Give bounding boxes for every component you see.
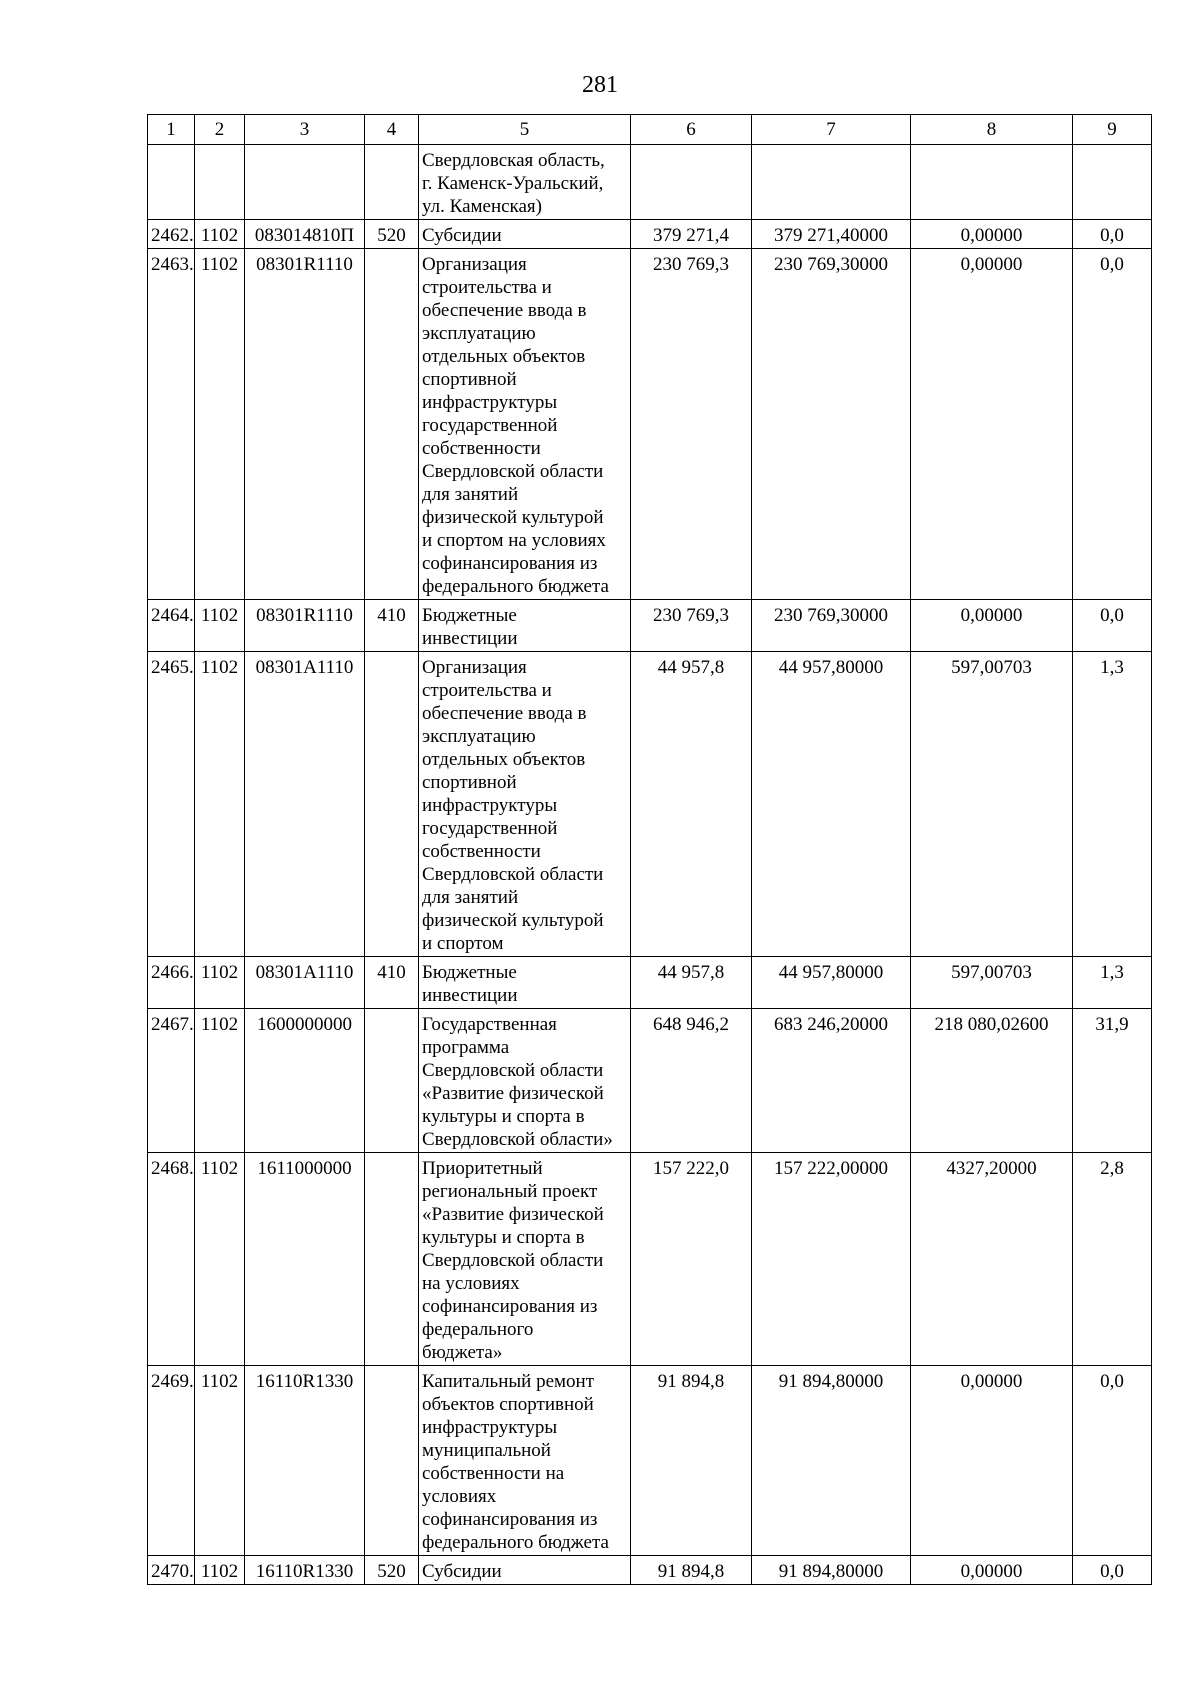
refined-amount: 44 957,80000 <box>752 652 911 957</box>
executed-amount: 0,00000 <box>911 1556 1073 1585</box>
budget-table <box>147 114 1152 1585</box>
item-name: Капитальный ремонт объектов спортивной инфраструктуры муниципальной собственности на условиях софинансирования из федерального бюджета <box>419 1366 631 1556</box>
item-name: Государственная программа Свердловской области «Развитие физической культуры и спорта в Свердловской области» <box>419 1009 631 1153</box>
section-code: 1102 <box>195 1153 245 1366</box>
section-code: 1102 <box>195 220 245 249</box>
execution-percent: 1,3 <box>1073 652 1152 957</box>
row-number: 2468. <box>148 1153 195 1366</box>
target-article-code <box>245 145 365 220</box>
refined-amount: 230 769,30000 <box>752 600 911 652</box>
header-row <box>148 115 1152 145</box>
refined-amount <box>752 145 911 220</box>
expense-type-code <box>365 652 419 957</box>
item-name: Бюджетные инвестиции <box>419 957 631 1009</box>
table-body <box>148 145 1152 1585</box>
approved-amount: 379 271,4 <box>631 220 752 249</box>
row-number: 2462. <box>148 220 195 249</box>
target-article-code: 08301A1110 <box>245 957 365 1009</box>
execution-percent: 1,3 <box>1073 957 1152 1009</box>
refined-amount: 379 271,40000 <box>752 220 911 249</box>
executed-amount: 0,00000 <box>911 600 1073 652</box>
header-col-4: 4 <box>365 115 419 145</box>
item-name: Организация строительства и обеспечение ввода в эксплуатацию отдельных объектов спортивной инфраструктуры государственной собственности Свердловской области для занятий физической культурой и спортом на условиях софинансирования из федерального бюджета <box>419 249 631 600</box>
section-code: 1102 <box>195 1556 245 1585</box>
executed-amount: 597,00703 <box>911 652 1073 957</box>
item-name: Субсидии <box>419 1556 631 1585</box>
header-col-8: 8 <box>911 115 1073 145</box>
execution-percent: 31,9 <box>1073 1009 1152 1153</box>
item-name: Субсидии <box>419 220 631 249</box>
header-col-5: 5 <box>419 115 631 145</box>
execution-percent: 0,0 <box>1073 220 1152 249</box>
table-row <box>148 220 1152 249</box>
row-number: 2465. <box>148 652 195 957</box>
header-col-7: 7 <box>752 115 911 145</box>
approved-amount: 230 769,3 <box>631 600 752 652</box>
row-number: 2470. <box>148 1556 195 1585</box>
expense-type-code <box>365 249 419 600</box>
approved-amount: 157 222,0 <box>631 1153 752 1366</box>
target-article-code: 1611000000 <box>245 1153 365 1366</box>
table-row <box>148 1153 1152 1366</box>
executed-amount: 218 080,02600 <box>911 1009 1073 1153</box>
refined-amount: 91 894,80000 <box>752 1366 911 1556</box>
approved-amount: 648 946,2 <box>631 1009 752 1153</box>
section-code: 1102 <box>195 600 245 652</box>
execution-percent: 0,0 <box>1073 600 1152 652</box>
refined-amount: 157 222,00000 <box>752 1153 911 1366</box>
item-name: Бюджетные инвестиции <box>419 600 631 652</box>
row-number: 2467. <box>148 1009 195 1153</box>
executed-amount: 0,00000 <box>911 249 1073 600</box>
header-col-6: 6 <box>631 115 752 145</box>
approved-amount: 230 769,3 <box>631 249 752 600</box>
expense-type-code: 410 <box>365 957 419 1009</box>
expense-type-code: 410 <box>365 600 419 652</box>
target-article-code: 1600000000 <box>245 1009 365 1153</box>
table-row <box>148 600 1152 652</box>
approved-amount: 91 894,8 <box>631 1366 752 1556</box>
expense-type-code: 520 <box>365 1556 419 1585</box>
section-code: 1102 <box>195 1009 245 1153</box>
refined-amount: 44 957,80000 <box>752 957 911 1009</box>
table-row <box>148 1366 1152 1556</box>
target-article-code: 083014810П <box>245 220 365 249</box>
expense-type-code <box>365 1153 419 1366</box>
execution-percent <box>1073 145 1152 220</box>
executed-amount: 4327,20000 <box>911 1153 1073 1366</box>
section-code: 1102 <box>195 957 245 1009</box>
header-col-2: 2 <box>195 115 245 145</box>
page-number: 281 <box>582 72 618 98</box>
approved-amount <box>631 145 752 220</box>
target-article-code: 16110R1330 <box>245 1366 365 1556</box>
executed-amount: 597,00703 <box>911 957 1073 1009</box>
approved-amount: 44 957,8 <box>631 652 752 957</box>
expense-type-code: 520 <box>365 220 419 249</box>
refined-amount: 683 246,20000 <box>752 1009 911 1153</box>
section-code: 1102 <box>195 249 245 600</box>
table-row <box>148 957 1152 1009</box>
target-article-code: 08301A1110 <box>245 652 365 957</box>
executed-amount: 0,00000 <box>911 1366 1073 1556</box>
refined-amount: 91 894,80000 <box>752 1556 911 1585</box>
execution-percent: 0,0 <box>1073 1556 1152 1585</box>
item-name: Приоритетный региональный проект «Развитие физической культуры и спорта в Свердловской области на условиях софинансирования из федерального бюджета» <box>419 1153 631 1366</box>
row-number: 2466. <box>148 957 195 1009</box>
row-number: 2464. <box>148 600 195 652</box>
target-article-code: 08301R1110 <box>245 600 365 652</box>
row-number: 2469. <box>148 1366 195 1556</box>
table-row <box>148 145 1152 220</box>
expense-type-code <box>365 1366 419 1556</box>
executed-amount: 0,00000 <box>911 220 1073 249</box>
table-row <box>148 249 1152 600</box>
refined-amount: 230 769,30000 <box>752 249 911 600</box>
row-number <box>148 145 195 220</box>
table-row <box>148 1556 1152 1585</box>
row-number: 2463. <box>148 249 195 600</box>
section-code <box>195 145 245 220</box>
target-article-code: 16110R1330 <box>245 1556 365 1585</box>
approved-amount: 44 957,8 <box>631 957 752 1009</box>
approved-amount: 91 894,8 <box>631 1556 752 1585</box>
section-code: 1102 <box>195 1366 245 1556</box>
execution-percent: 2,8 <box>1073 1153 1152 1366</box>
header-col-3: 3 <box>245 115 365 145</box>
item-name: Организация строительства и обеспечение ввода в эксплуатацию отдельных объектов спортивной инфраструктуры государственной собственности Свердловской области для занятий физической культурой и спортом <box>419 652 631 957</box>
target-article-code: 08301R1110 <box>245 249 365 600</box>
header-col-9: 9 <box>1073 115 1152 145</box>
executed-amount <box>911 145 1073 220</box>
item-name: Свердловская область, г. Каменск-Уральский, ул. Каменская) <box>419 145 631 220</box>
header-col-1: 1 <box>148 115 195 145</box>
table-row <box>148 1009 1152 1153</box>
section-code: 1102 <box>195 652 245 957</box>
expense-type-code <box>365 1009 419 1153</box>
table-row <box>148 652 1152 957</box>
execution-percent: 0,0 <box>1073 249 1152 600</box>
execution-percent: 0,0 <box>1073 1366 1152 1556</box>
expense-type-code <box>365 145 419 220</box>
